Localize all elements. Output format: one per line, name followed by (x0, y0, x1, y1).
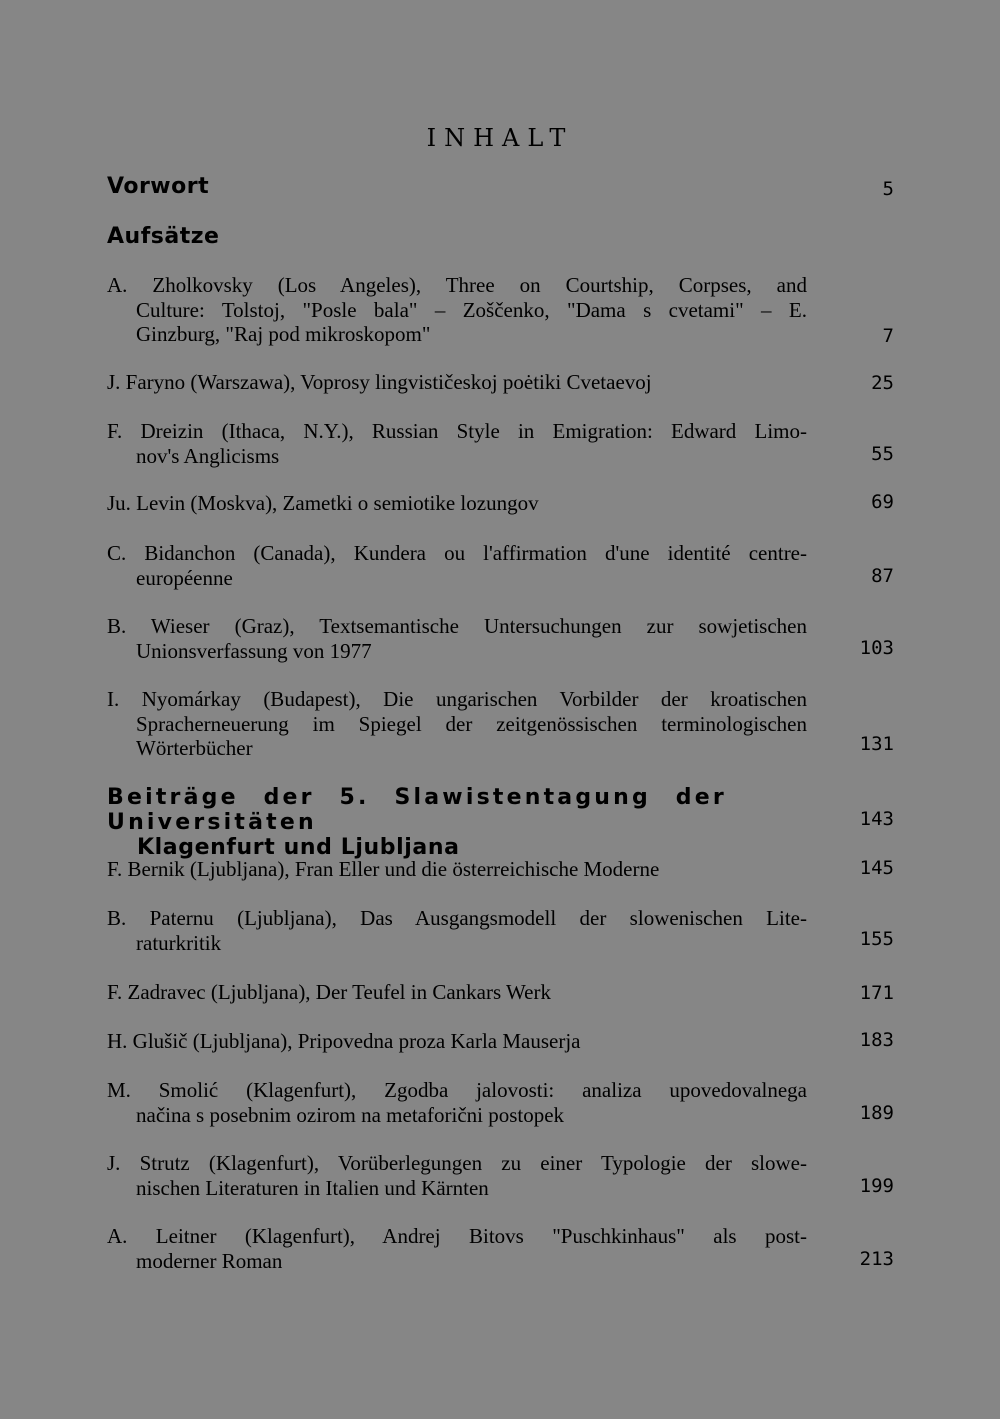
toc-entry-bidanchon (107, 541, 807, 590)
entry-line: J. Faryno (Warszawa), Voprosy lingvističeskoj poėtiki Cvetaevoj (107, 370, 652, 394)
entry-line: F. Bernik (Ljubljana), Fran Eller und die österreichische Moderne (107, 857, 660, 881)
toc-entry-dreizin (107, 419, 807, 468)
toc-entry-faryno (107, 370, 807, 395)
section-heading-line: Klagenfurt und Ljubljana (137, 835, 460, 860)
page-number: 155 (859, 928, 894, 950)
entry-line: načina s posebnim ozirom na metaforični postopek (136, 1102, 565, 1127)
entry-line: européenne (136, 565, 233, 590)
entry-line: H. Glušič (Ljubljana), Pripovedna proza Karla Mauserja (107, 1029, 581, 1053)
toc-entry-bernik (107, 857, 807, 882)
entry-line: Ju. Levin (Moskva), Zametki o semiotike lozungov (107, 491, 539, 515)
entry-line: A. Leitner (Klagenfurt), Andrej Bitovs "Puschkinhaus" als post- (107, 1224, 807, 1248)
toc-entry-zholkovsky (107, 273, 807, 347)
entry-line: J. Strutz (Klagenfurt), Vorüberlegungen zu einer Typologie der slowe- (107, 1151, 807, 1175)
entry-line: A. Zholkovsky (Los Angeles), Three on Courtship, Corpses, and (107, 273, 807, 297)
page-number: 171 (859, 982, 894, 1004)
section-heading-aufsaetze: Aufsätze (107, 224, 220, 249)
page-number: 145 (859, 857, 894, 879)
page-number: 55 (871, 443, 894, 465)
toc-entry-wieser (107, 614, 807, 663)
entry-line: Ginzburg, "Raj pod mikroskopom" (136, 322, 431, 346)
entry-line: Unionsverfassung von 1977 (136, 638, 372, 663)
section-heading-vorwort: Vorwort (107, 174, 210, 199)
entry-line: Culture: Tolstoj, "Posle bala" – Zoščenko, "Dama s cvetami" – E. (136, 297, 807, 322)
page-number: 25 (871, 372, 894, 394)
page-number-vorwort: 5 (882, 178, 894, 200)
toc-entry-nyomarkay (107, 687, 807, 761)
page-number: 131 (859, 733, 894, 755)
page-number: 143 (859, 808, 894, 830)
toc-entry-strutz (107, 1151, 807, 1200)
section-heading-beitraege (107, 785, 797, 860)
entry-line: I. Nyomárkay (Budapest), Die ungarischen Vorbilder der kroatischen (107, 687, 807, 711)
page-number: 69 (871, 491, 894, 513)
toc-entry-glusic (107, 1029, 807, 1054)
entry-line: M. Smolić (Klagenfurt), Zgodba jalovosti: analiza upovedovalnega (107, 1078, 807, 1102)
section-heading-line: Beiträge der 5. Slawistentagung der Universitäten (107, 785, 727, 835)
page-number: 87 (871, 565, 894, 587)
entry-line: Spracherneuerung im Spiegel der zeitgenössischen terminologischen (136, 711, 807, 736)
page-number: 103 (859, 637, 894, 659)
entry-line: nischen Literaturen in Italien und Kärnten (136, 1175, 489, 1200)
toc-entry-smolic (107, 1078, 807, 1127)
page-number: 183 (859, 1029, 894, 1051)
entry-line: F. Dreizin (Ithaca, N.Y.), Russian Style in Emigration: Edward Limo- (107, 419, 807, 443)
entry-line: B. Paternu (Ljubljana), Das Ausgangsmodell der slowenischen Lite- (107, 906, 807, 930)
toc-entry-levin (107, 491, 807, 516)
entry-line: moderner Roman (136, 1248, 283, 1273)
entry-line: Wörterbücher (136, 736, 253, 760)
toc-entry-leitner (107, 1224, 807, 1273)
page-number: 213 (859, 1248, 894, 1270)
toc-entry-paternu (107, 906, 807, 955)
page-title: INHALT (426, 124, 574, 152)
entry-line: B. Wieser (Graz), Textsemantische Untersuchungen zur sowjetischen (107, 614, 807, 638)
page-number: 189 (859, 1102, 894, 1124)
page-number: 199 (859, 1175, 894, 1197)
entry-line: nov's Anglicisms (136, 443, 280, 468)
entry-line: C. Bidanchon (Canada), Kundera ou l'affirmation d'une identité centre- (107, 541, 807, 565)
entry-line: raturkritik (136, 930, 222, 955)
page-number: 7 (882, 325, 894, 347)
entry-line: F. Zadravec (Ljubljana), Der Teufel in Cankars Werk (107, 980, 551, 1004)
toc-entry-zadravec (107, 980, 807, 1005)
